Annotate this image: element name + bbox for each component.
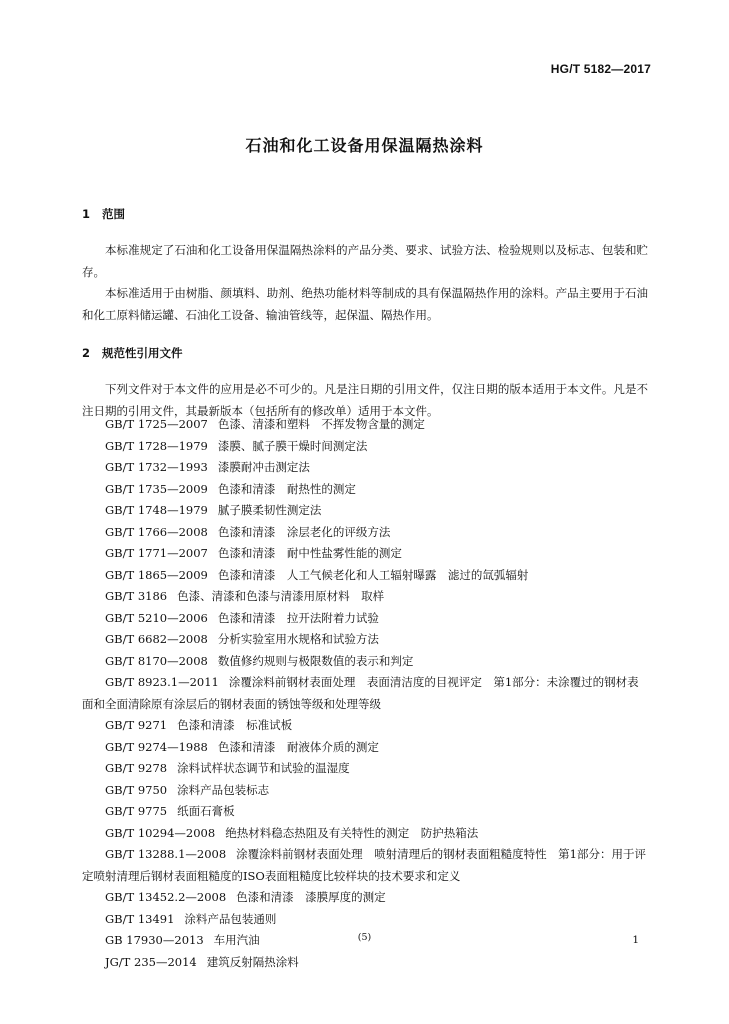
reference-item	[82, 780, 648, 802]
scope-paragraph-2: 本标准适用于由树脂、颜填料、助剂、绝热功能材料等制成的具有保温隔热作用的涂料。产品主要用于石油和化工原料储运罐、石油化工设备、输油管线等，起保温、隔热作用。	[82, 286, 648, 322]
reference-code: GB/T 1732—1993	[105, 460, 208, 474]
reference-code: GB 17930—2013	[105, 933, 204, 947]
reference-code: GB/T 8923.1—2011	[105, 675, 219, 689]
scope-paragraph-1: 本标准规定了石油和化工设备用保温隔热涂料的产品分类、要求、试验方法、检验规则以及标志、包装和贮存。	[82, 243, 648, 279]
reference-item	[82, 608, 648, 630]
reference-title: 数值修约规则与极限数值的表示和判定	[217, 653, 414, 668]
reference-code: JG/T 235—2014	[105, 954, 197, 969]
reference-item	[82, 952, 648, 974]
section-title: 规范性引用文件	[102, 346, 183, 360]
reference-title: 色漆和清漆 漆膜厚度的测定	[236, 890, 386, 904]
section-heading-normative-references	[82, 345, 183, 361]
reference-title: 色漆、清漆和色漆与清漆用原材料 取样	[177, 589, 385, 603]
footer-code: (5)	[357, 932, 372, 943]
reference-item	[82, 479, 648, 501]
reference-title: 色漆和清漆 耐液体介质的测定	[217, 739, 379, 754]
reference-title: 色漆和清漆 标准试板	[177, 718, 293, 732]
reference-code: GB/T 1735—2009	[105, 481, 208, 496]
reference-code: GB/T 9775	[105, 804, 168, 818]
reference-item	[82, 844, 648, 887]
reference-code: GB/T 8170—2008	[105, 653, 208, 668]
section-number: 2	[82, 346, 91, 360]
reference-item	[82, 436, 648, 458]
section-heading-scope	[82, 206, 125, 222]
reference-code: GB/T 6682—2008	[105, 632, 208, 646]
reference-item	[82, 414, 648, 436]
reference-title: 涂料产品包装通则	[184, 911, 277, 926]
reference-code: GB/T 13491	[105, 911, 175, 926]
section-number: 1	[82, 207, 91, 221]
reference-title: 涂料产品包装标志	[177, 782, 270, 797]
reference-title: 涂料试样状态调节和试验的温湿度	[177, 761, 350, 775]
reference-title: 漆膜、腻子膜干燥时间测定法	[217, 438, 368, 453]
reference-code: GB/T 13288.1—2008	[105, 847, 227, 861]
reference-title: 腻子膜柔韧性测定法	[217, 503, 322, 517]
reference-item	[82, 543, 648, 565]
reference-code: GB/T 1728—1979	[105, 438, 208, 453]
standard-number: HG/T 5182—2017	[550, 62, 651, 76]
reference-code: GB/T 1865—2009	[105, 567, 208, 582]
reference-list	[82, 414, 648, 973]
reference-title: 涂覆涂料前钢材表面处理 喷射清理后的钢材表面粗糙度特性 第1部分：用于评定喷射清理后钢材表面粗糙度的ISO表面粗糙度比较样块的技术要求和定义	[82, 847, 646, 883]
reference-title: 色漆和清漆 涂层老化的评级方法	[217, 524, 391, 539]
reference-title: 建筑反射隔热涂料	[206, 954, 299, 969]
reference-title: 色漆和清漆 耐热性的测定	[217, 481, 356, 496]
references-intro: 下列文件对于本文件的应用是必不可少的。凡是注日期的引用文件，仅注日期的版本适用于本文件。凡是不注日期的引用文件，其最新版本（包括所有的修改单）适用于本文件。	[82, 382, 648, 418]
reference-title: 色漆和清漆 拉开法附着力试验	[217, 610, 379, 625]
document-title: 石油和化工设备用保温隔热涂料	[245, 136, 484, 155]
reference-title: 纸面石膏板	[177, 804, 235, 818]
reference-item	[82, 887, 648, 909]
reference-title: 绝热材料稳态热阻及有关特性的测定 防护热箱法	[225, 825, 479, 840]
reference-title: 漆膜耐冲击测定法	[217, 460, 310, 474]
reference-title: 色漆和清漆 人工气候老化和人工辐射曝露 滤过的氙弧辐射	[217, 567, 529, 582]
reference-code: GB/T 13452.2—2008	[105, 890, 227, 904]
page-number: 1	[632, 934, 639, 946]
reference-item	[82, 672, 648, 715]
reference-title: 涂覆涂料前钢材表面处理 表面清洁度的目视评定 第1部分：未涂覆过的钢材表面和全面清除原有涂层后的钢材表面的锈蚀等级和处理等级	[82, 675, 639, 711]
reference-item	[82, 909, 648, 931]
reference-item	[82, 522, 648, 544]
reference-item	[82, 500, 648, 522]
reference-code: GB/T 9278	[105, 761, 168, 775]
reference-code: GB/T 1748—1979	[105, 503, 208, 517]
reference-item	[82, 801, 648, 823]
reference-title: 车用汽油	[213, 933, 260, 947]
reference-code: GB/T 3186	[105, 589, 168, 603]
reference-title: 色漆、清漆和塑料 不挥发物含量的测定	[217, 417, 425, 431]
reference-code: GB/T 1771—2007	[105, 546, 208, 560]
reference-item	[82, 651, 648, 673]
reference-code: GB/T 9274—1988	[105, 739, 208, 754]
reference-item	[82, 457, 648, 479]
reference-item	[82, 758, 648, 780]
reference-code: GB/T 1766—2008	[105, 524, 208, 539]
reference-code: GB/T 9750	[105, 782, 168, 797]
reference-title: 色漆和清漆 耐中性盐雾性能的测定	[217, 546, 402, 560]
reference-item	[82, 586, 648, 608]
section-title: 范围	[102, 207, 125, 221]
reference-item	[82, 715, 648, 737]
reference-item	[82, 565, 648, 587]
reference-code: GB/T 1725—2007	[105, 417, 208, 431]
reference-code: GB/T 10294—2008	[105, 825, 216, 840]
reference-code: GB/T 5210—2006	[105, 610, 208, 625]
reference-item	[82, 629, 648, 651]
reference-title: 分析实验室用水规格和试验方法	[217, 632, 379, 646]
reference-item	[82, 737, 648, 759]
reference-item	[82, 823, 648, 845]
reference-code: GB/T 9271	[105, 718, 168, 732]
